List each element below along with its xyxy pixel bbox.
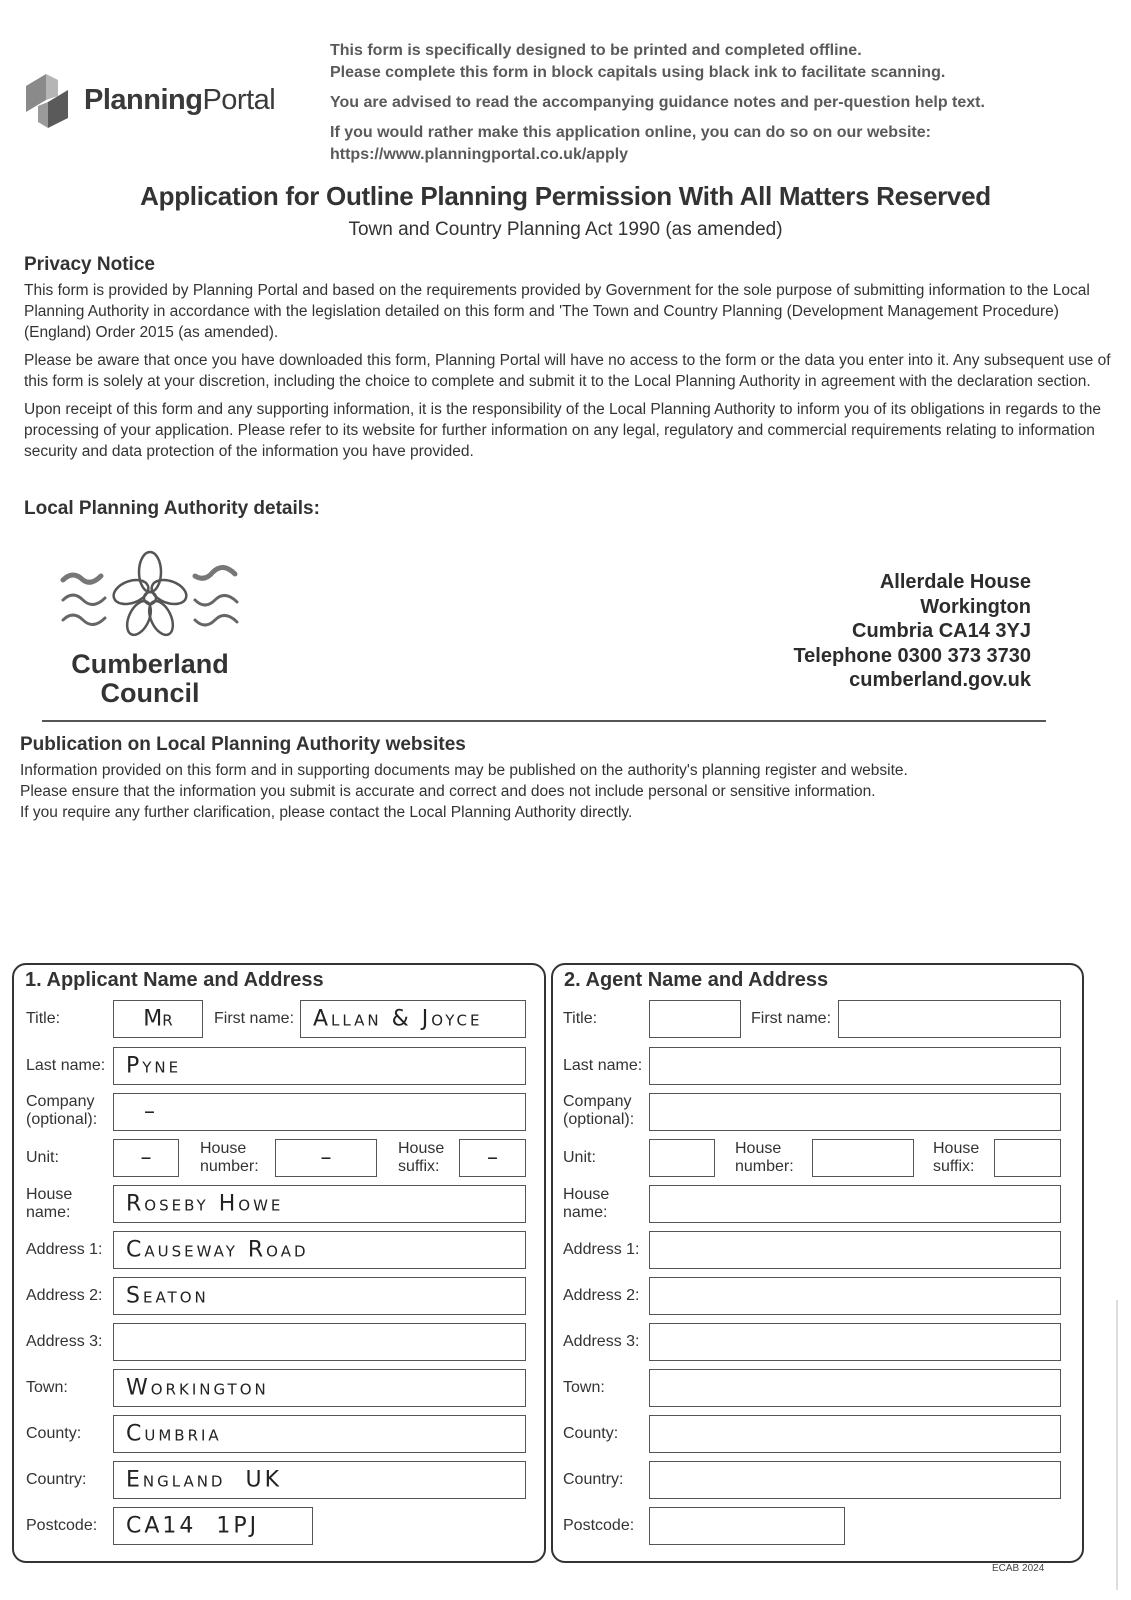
agent-house-suffix-field[interactable] <box>994 1139 1061 1177</box>
applicant-title-field[interactable] <box>113 1000 203 1038</box>
field-value: Workington <box>126 1375 269 1401</box>
county-label: County: <box>563 1425 619 1442</box>
address-1-label: Address 1: <box>26 1241 103 1258</box>
postcode-label: Postcode: <box>563 1517 635 1534</box>
country-label: Country: <box>26 1471 87 1488</box>
company-label-line: (optional): <box>563 1111 635 1128</box>
company-label <box>26 1093 97 1129</box>
lpa-address-line: Workington <box>920 595 1031 618</box>
applicant-section <box>12 963 546 1563</box>
last-name-label: Last name: <box>26 1057 106 1074</box>
agent-heading: 2. Agent Name and Address <box>564 969 829 991</box>
intro-notes <box>330 40 1090 174</box>
applicant-heading: 1. Applicant Name and Address <box>25 969 324 991</box>
divider <box>42 720 1046 722</box>
house-suffix-label-line: suffix: <box>933 1158 975 1175</box>
agent-company-field[interactable] <box>649 1093 1061 1131</box>
applicant-house-number-field[interactable] <box>275 1139 377 1177</box>
planning-portal-logo-icon <box>22 66 78 134</box>
lpa-heading: Local Planning Authority details: <box>24 498 320 519</box>
agent-first-name-field[interactable] <box>838 1000 1061 1038</box>
field-value: Pyne <box>126 1053 182 1079</box>
field-value: CA14 1PJ <box>126 1513 260 1539</box>
house-number-label-line: number: <box>735 1158 794 1175</box>
lpa-website: cumberland.gov.uk <box>849 669 1031 691</box>
town-label: Town: <box>563 1379 605 1396</box>
agent-last-name-field[interactable] <box>649 1047 1061 1085</box>
form-subtitle: Town and Country Planning Act 1990 (as amended) <box>348 219 783 240</box>
field-value: Allan & Joyce <box>313 1006 483 1032</box>
applicant-first-name-field[interactable] <box>300 1000 526 1038</box>
agent-town-field[interactable] <box>649 1369 1061 1407</box>
field-value: Cumbria <box>126 1421 222 1447</box>
last-name-label: Last name: <box>563 1057 643 1074</box>
privacy-body <box>24 280 1114 469</box>
address-1-label: Address 1: <box>563 1241 640 1258</box>
field-value: Roseby Howe <box>126 1191 284 1217</box>
county-label: County: <box>26 1425 82 1442</box>
house-name-label <box>26 1186 72 1222</box>
applicant-last-name-field[interactable] <box>113 1047 526 1085</box>
lpa-address-line: Cumbria CA14 3YJ <box>852 620 1031 642</box>
form-code: ECAB 2024 <box>992 1563 1045 1574</box>
cumberland-council-logo <box>50 550 250 708</box>
unit-label: Unit: <box>563 1149 596 1166</box>
first-name-label: First name: <box>751 1010 832 1027</box>
intro-lines <box>330 40 1090 84</box>
privacy-paragraph: This form is provided by Planning Portal and based on the requirements provided by Government for the sole purpose of submitting information to the Local Planning Authority in accordance with the legislation detailed on this form and 'The Town and Country Planning (Development Management Procedure) (England) Order 2015 (as amended). <box>24 282 1090 341</box>
house-suffix-label <box>398 1140 444 1176</box>
online-url-link[interactable]: https://www.planningportal.co.uk/apply <box>330 146 629 163</box>
applicant-unit-field[interactable] <box>113 1139 179 1177</box>
planning-portal-wordmark <box>84 84 275 117</box>
agent-house-name-field[interactable] <box>649 1185 1061 1223</box>
address-2-label: Address 2: <box>26 1287 103 1304</box>
applicant-postcode-field[interactable] <box>113 1507 313 1545</box>
applicant-address-3-field[interactable] <box>113 1323 526 1361</box>
house-name-label-line: name: <box>563 1204 608 1221</box>
house-suffix-label-line: House <box>933 1140 980 1157</box>
field-value: – <box>320 1145 332 1171</box>
agent-title-field[interactable] <box>649 1000 741 1038</box>
address-2-label: Address 2: <box>563 1287 640 1304</box>
online-note <box>330 122 1090 166</box>
company-label-line: (optional): <box>26 1111 98 1128</box>
house-name-label <box>563 1186 609 1222</box>
field-value: Seaton <box>126 1283 209 1309</box>
field-value: – <box>140 1145 152 1171</box>
applicant-town-field[interactable] <box>113 1369 526 1407</box>
scan-edge <box>1116 1300 1118 1590</box>
wordmark-light: Portal <box>202 83 276 116</box>
town-label: Town: <box>26 1379 68 1396</box>
agent-house-number-field[interactable] <box>812 1139 914 1177</box>
applicant-country-field[interactable] <box>113 1461 526 1499</box>
applicant-house-suffix-field[interactable] <box>459 1139 526 1177</box>
agent-postcode-field[interactable] <box>649 1507 845 1545</box>
house-name-label-line: House <box>26 1186 73 1203</box>
title-label: Title: <box>563 1010 598 1027</box>
house-name-label-line: House <box>563 1186 610 1203</box>
house-number-label-line: House <box>200 1140 247 1157</box>
lpa-telephone: Telephone 0300 373 3730 <box>793 644 1031 667</box>
agent-address-3-field[interactable] <box>649 1323 1061 1361</box>
country-label: Country: <box>563 1471 624 1488</box>
privacy-heading: Privacy Notice <box>24 254 155 275</box>
unit-label: Unit: <box>26 1149 59 1166</box>
publication-heading: Publication on Local Planning Authority websites <box>20 734 466 755</box>
planning-portal-logo <box>22 66 275 134</box>
form-title: Application for Outline Planning Permission With All Matters Reserved <box>140 181 991 211</box>
online-line: If you would rather make this application online, you can do so on our website: <box>330 124 931 141</box>
first-name-label: First name: <box>214 1010 295 1027</box>
house-number-label-line: House <box>735 1140 782 1157</box>
house-number-label <box>735 1140 794 1176</box>
privacy-paragraph: Upon receipt of this form and any supporting information, it is the responsibility of the Local Planning Authority to inform you of its obligations in regards to the processing of your application. Please refer to its website for further information on any legal, regulatory and commercial requirements relating to information security and data protection of the information you have provided. <box>24 401 1101 460</box>
publication-body <box>20 760 1110 823</box>
advice-line: You are advised to read the accompanying guidance notes and per-question help text. <box>330 94 985 111</box>
house-suffix-label-line: suffix: <box>398 1158 440 1175</box>
agent-address-2-field[interactable] <box>649 1277 1061 1315</box>
field-value: Causeway Road <box>126 1237 309 1263</box>
applicant-company-field[interactable] <box>113 1093 526 1131</box>
company-label-line: Company <box>26 1093 95 1110</box>
council-name-line-2: Council <box>100 678 200 708</box>
council-name-line-1: Cumberland <box>71 649 229 679</box>
agent-county-field[interactable] <box>649 1415 1061 1453</box>
applicant-address-1-field[interactable] <box>113 1231 526 1269</box>
agent-address-1-field[interactable] <box>649 1231 1061 1269</box>
applicant-county-field[interactable] <box>113 1415 526 1453</box>
agent-section <box>551 963 1084 1563</box>
address-3-label: Address 3: <box>26 1333 103 1350</box>
agent-unit-field[interactable] <box>649 1139 715 1177</box>
intro-line-1: This form is specifically designed to be printed and completed offline. <box>330 42 862 59</box>
lpa-address-line: Allerdale House <box>879 571 1031 593</box>
publication-line: Information provided on this form and in supporting documents may be published on the authority's planning register and website. <box>20 762 908 779</box>
house-suffix-label <box>933 1140 979 1176</box>
field-value: – <box>487 1145 498 1171</box>
house-name-label-line: name: <box>26 1204 71 1221</box>
field-value: – <box>144 1099 158 1125</box>
intro-line-2: Please complete this form in block capitals using black ink to facilitate scanning. <box>330 64 946 81</box>
postcode-label: Postcode: <box>26 1517 98 1534</box>
wordmark-bold: Planning <box>84 83 203 116</box>
privacy-paragraph: Please be aware that once you have downloaded this form, Planning Portal will have no access to the form or the data you enter into it. Any subsequent use of this form is solely at your discretion, including the choice to complete and submit it to the Local Planning Authority in agreement with the declaration section. <box>24 352 1111 390</box>
field-value: Mr <box>143 1006 173 1032</box>
agent-country-field[interactable] <box>649 1461 1061 1499</box>
title-label: Title: <box>26 1010 61 1027</box>
publication-line: If you require any further clarification, please contact the Local Planning Authority directly. <box>20 804 633 821</box>
house-number-label <box>200 1140 259 1176</box>
address-3-label: Address 3: <box>563 1333 640 1350</box>
house-number-label-line: number: <box>200 1158 259 1175</box>
publication-line: Please ensure that the information you submit is accurate and correct and does not include personal or sensitive information. <box>20 783 876 800</box>
field-value: England UK <box>126 1467 282 1493</box>
company-label-line: Company <box>563 1093 632 1110</box>
company-label <box>563 1093 634 1129</box>
house-suffix-label-line: House <box>398 1140 445 1157</box>
applicant-address-2-field[interactable] <box>113 1277 526 1315</box>
lpa-address <box>793 570 1031 693</box>
flower-waves-icon <box>55 550 245 645</box>
applicant-house-name-field[interactable] <box>113 1185 526 1223</box>
